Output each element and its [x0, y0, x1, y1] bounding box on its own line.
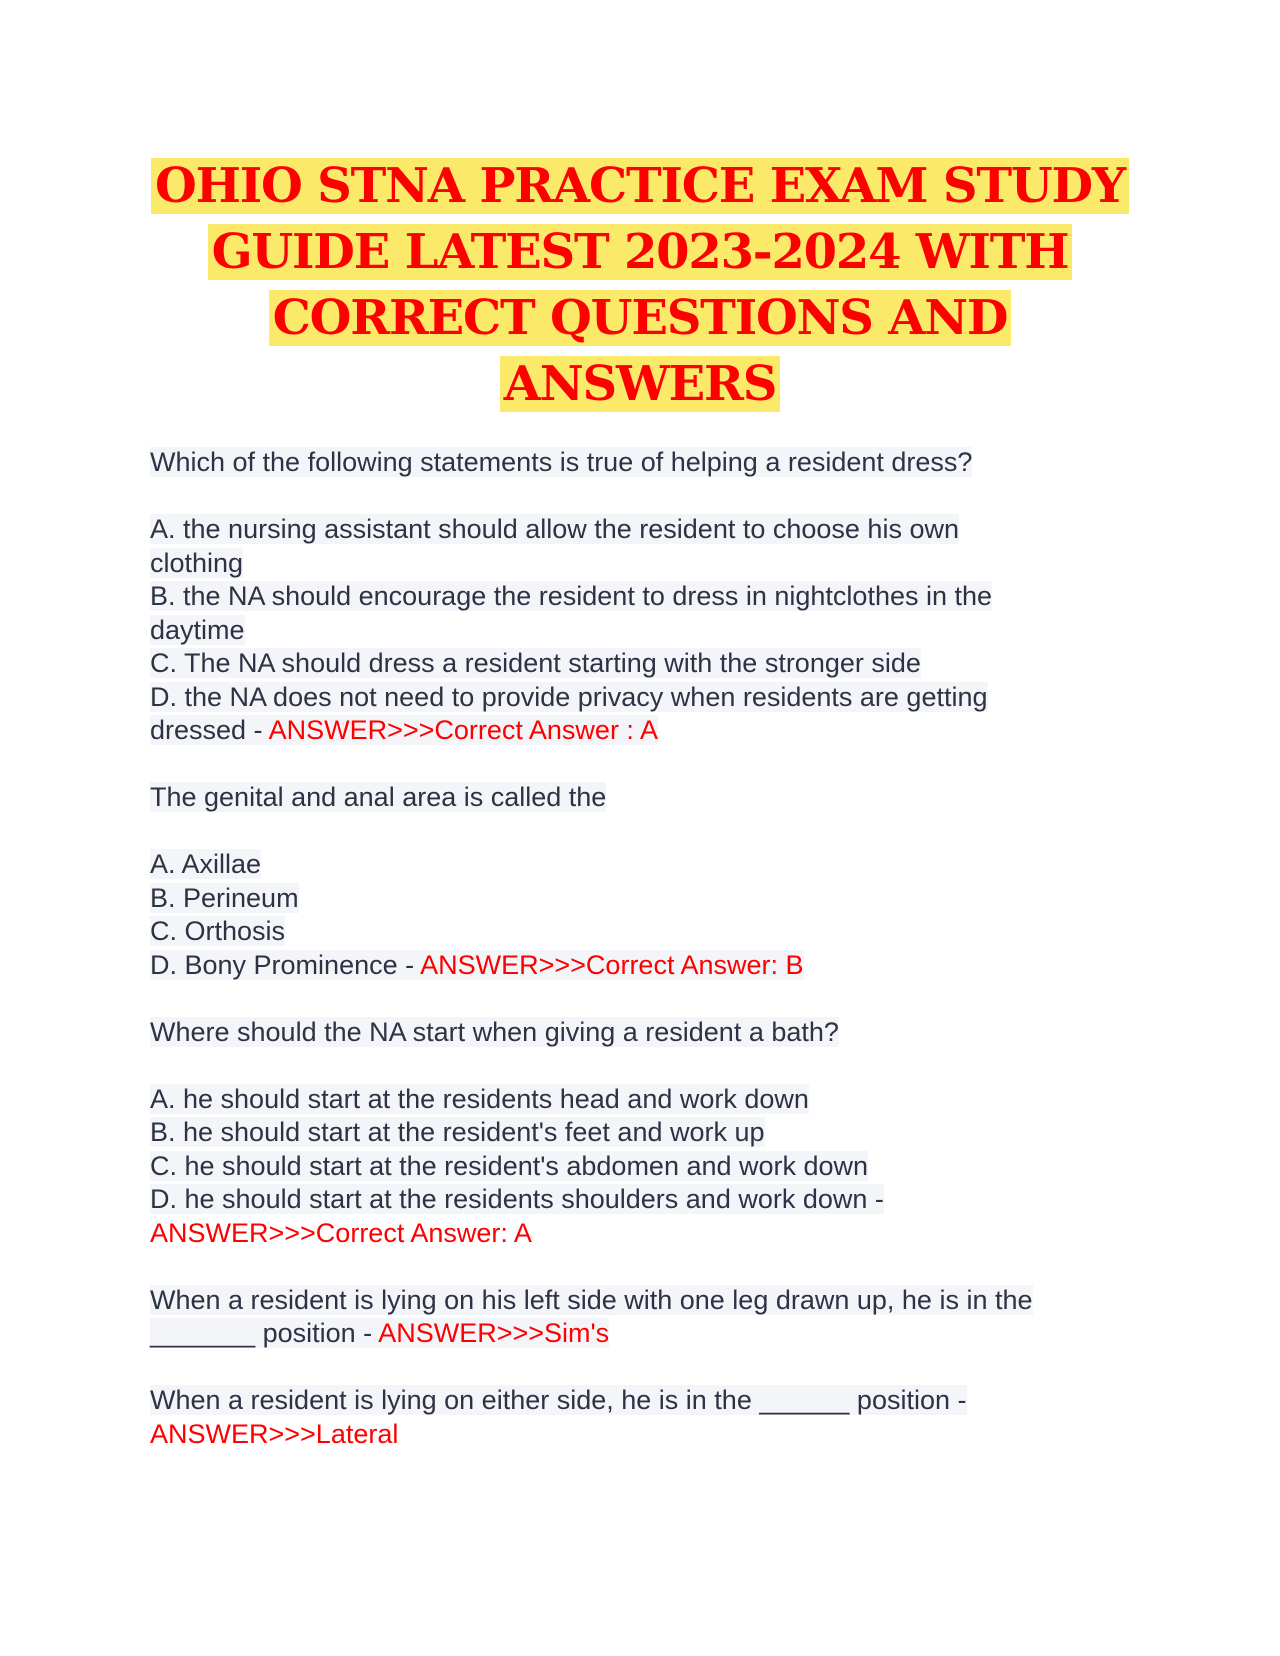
question-1-option-c: C. The NA should dress a resident starting with the stronger side [150, 648, 921, 678]
question-4-answer: ANSWER>>>Sim's [378, 1318, 610, 1348]
question-2-text: The genital and anal area is called the [150, 782, 607, 812]
question-2-option-d: D. Bony Prominence - ANSWER>>>Correct Answer: B [150, 949, 804, 980]
question-3-option-c: C. he should start at the resident's abdomen and work down [150, 1150, 869, 1181]
question-4-text: When a resident is lying on his left side with one leg drawn up, he is in the [150, 1284, 1033, 1315]
question-3-text: Where should the NA start when giving a resident a bath? [150, 1016, 839, 1047]
title-line: GUIDE LATEST 2023-2024 WITH [100, 219, 1180, 285]
question-1-option-a: A. the nursing assistant should allow the resident to choose his own [150, 514, 959, 544]
question-2-answer: ANSWER>>>Correct Answer: B [420, 949, 804, 980]
question-3-option-b: B. he should start at the resident's feet and work up [150, 1117, 765, 1147]
question-3-option-d: D. he should start at the residents shoulders and work down - [150, 1184, 884, 1214]
question-1-option-b-cont: daytime [150, 614, 245, 645]
question-2-option-b: B. Perineum [150, 882, 299, 913]
question-3-answer-line [150, 1217, 1130, 1251]
question-5-answer: ANSWER>>>Lateral [150, 1418, 399, 1449]
question-1-answer: ANSWER>>>Correct Answer : A [268, 715, 658, 745]
question-1-option-b: B. the NA should encourage the resident to dress in nightclothes in the [150, 581, 993, 611]
question-5-text: When a resident is lying on either side, he is in the ______ position - [150, 1385, 967, 1415]
question-1-option-a-cont: clothing [150, 547, 244, 578]
question-2-option-c: C. Orthosis [150, 916, 286, 946]
document-title [100, 153, 1180, 417]
title-line: OHIO STNA PRACTICE EXAM STUDY [100, 153, 1180, 219]
title-line: ANSWERS [100, 351, 1180, 417]
question-1-option-d-cont: dressed - ANSWER>>>Correct Answer : A [150, 715, 658, 745]
question-1-text: Which of the following statements is true of helping a resident dress? [150, 447, 973, 477]
question-3-answer: ANSWER>>>Correct Answer: A [150, 1217, 532, 1248]
question-1-option-d: D. the NA does not need to provide privacy when residents are getting [150, 681, 988, 712]
document-body [150, 446, 1130, 1451]
question-5-answer-line [150, 1418, 1130, 1452]
question-4-text-cont: _______ position - ANSWER>>>Sim's [150, 1318, 610, 1348]
question-3-option-a: A. he should start at the residents head and work down [150, 1083, 809, 1114]
title-line: CORRECT QUESTIONS AND [100, 285, 1180, 351]
question-2-option-a: A. Axillae [150, 849, 262, 879]
